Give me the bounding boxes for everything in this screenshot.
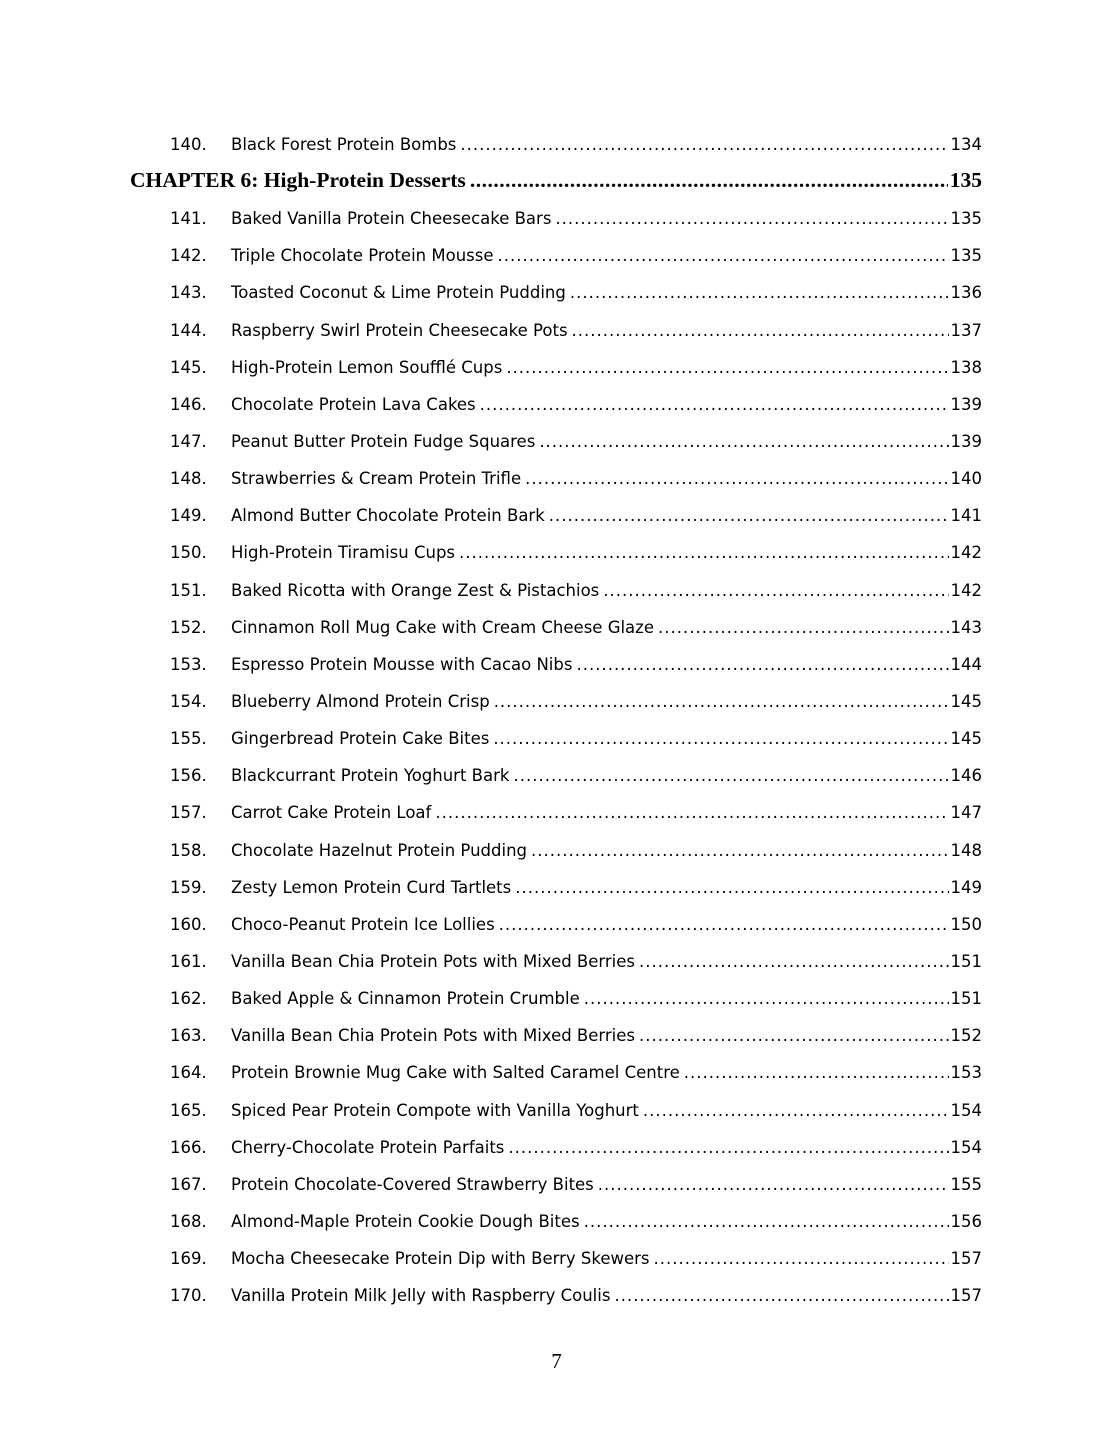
entry-number: 145. bbox=[170, 357, 207, 377]
entry-number: 170. bbox=[170, 1286, 207, 1306]
chapter-title: CHAPTER 6: High-Protein Desserts bbox=[130, 167, 466, 192]
entry-number: 142. bbox=[170, 246, 207, 266]
entry-number: 164. bbox=[170, 1063, 207, 1083]
entry-title: Baked Ricotta with Orange Zest & Pistachios bbox=[231, 580, 600, 600]
entry-page: 145 bbox=[950, 691, 982, 711]
entry-page: 157 bbox=[950, 1249, 982, 1269]
entry-title: Almond-Maple Protein Cookie Dough Bites bbox=[231, 1212, 580, 1231]
entry-title: Gingerbread Protein Cake Bites bbox=[231, 729, 490, 749]
entry-page: 135 bbox=[950, 209, 982, 228]
entry-title: Almond Butter Chocolate Protein Bark bbox=[231, 506, 545, 526]
entry-page: 135 bbox=[950, 246, 982, 266]
entry-page: 154 bbox=[950, 1100, 982, 1120]
entry-page: 141 bbox=[950, 506, 982, 526]
entry-number: 157. bbox=[170, 803, 207, 823]
entry-page: 139 bbox=[950, 394, 982, 414]
entry-page: 139 bbox=[950, 431, 982, 451]
dot-leader bbox=[506, 358, 948, 377]
toc-entry[interactable] bbox=[170, 1278, 982, 1314]
dot-leader bbox=[584, 1212, 949, 1231]
dot-leader bbox=[639, 1026, 948, 1045]
entry-title: Raspberry Swirl Protein Cheesecake Pots bbox=[231, 320, 568, 340]
dot-leader bbox=[470, 168, 948, 193]
toc-entry[interactable] bbox=[170, 275, 982, 311]
toc-entry[interactable] bbox=[170, 944, 982, 980]
entry-page: 140 bbox=[950, 469, 982, 488]
toc-entry[interactable] bbox=[170, 1241, 982, 1277]
toc-entry[interactable] bbox=[170, 1166, 982, 1202]
entry-title: Choco-Peanut Protein Ice Lollies bbox=[231, 914, 495, 934]
entry-number: 141. bbox=[170, 209, 207, 228]
entry-title: Carrot Cake Protein Loaf bbox=[231, 803, 432, 823]
toc-entry[interactable] bbox=[170, 758, 982, 794]
dot-leader bbox=[658, 618, 949, 637]
entry-number: 169. bbox=[170, 1249, 207, 1269]
entry-number: 153. bbox=[170, 654, 207, 674]
dot-leader bbox=[460, 135, 948, 154]
dot-leader bbox=[555, 209, 948, 228]
entry-page: 144 bbox=[950, 654, 982, 674]
dot-leader bbox=[435, 803, 948, 822]
toc-entry[interactable] bbox=[170, 238, 982, 274]
toc-entry[interactable] bbox=[170, 498, 982, 534]
entry-title: High-Protein Tiramisu Cups bbox=[231, 543, 456, 563]
dot-leader bbox=[525, 469, 948, 488]
dot-leader bbox=[639, 952, 948, 971]
toc-entry[interactable] bbox=[170, 1129, 982, 1165]
entry-title: Cinnamon Roll Mug Cake with Cream Cheese Glaze bbox=[231, 617, 654, 637]
entry-title: Black Forest Protein Bombs bbox=[231, 134, 457, 154]
dot-leader bbox=[508, 1138, 948, 1157]
entry-page: 154 bbox=[950, 1137, 982, 1157]
toc-entry[interactable] bbox=[170, 1092, 982, 1128]
toc-entry[interactable] bbox=[170, 981, 982, 1017]
entry-page: 138 bbox=[950, 357, 982, 377]
entry-number: 163. bbox=[170, 1026, 207, 1046]
dot-leader bbox=[459, 543, 948, 562]
entry-title: High-Protein Lemon Soufflé Cups bbox=[231, 357, 503, 377]
toc-entry[interactable] bbox=[170, 461, 982, 497]
dot-leader bbox=[570, 283, 949, 302]
entry-title: Vanilla Bean Chia Protein Pots with Mixed Berries bbox=[231, 952, 636, 971]
entry-number: 159. bbox=[170, 877, 207, 897]
entry-number: 162. bbox=[170, 989, 207, 1009]
dot-leader bbox=[576, 655, 948, 674]
dot-leader bbox=[539, 432, 948, 451]
entry-page: 157 bbox=[950, 1286, 982, 1306]
dot-leader bbox=[480, 395, 949, 414]
dot-leader bbox=[643, 1101, 949, 1120]
entry-number: 158. bbox=[170, 840, 207, 860]
entry-page: 146 bbox=[950, 766, 982, 786]
entry-number: 146. bbox=[170, 394, 207, 414]
entry-title: Zesty Lemon Protein Curd Tartlets bbox=[231, 877, 512, 897]
entry-page: 153 bbox=[950, 1063, 982, 1083]
dot-leader bbox=[515, 878, 948, 897]
entry-page: 142 bbox=[950, 580, 982, 600]
entry-title: Protein Chocolate-Covered Strawberry Bites bbox=[231, 1174, 594, 1194]
toc-entry[interactable] bbox=[170, 869, 982, 905]
entry-number: 161. bbox=[170, 952, 207, 971]
entry-number: 152. bbox=[170, 617, 207, 637]
entry-title: Spiced Pear Protein Compote with Vanilla Yoghurt bbox=[231, 1100, 639, 1120]
dot-leader bbox=[614, 1286, 948, 1305]
toc-entry[interactable] bbox=[170, 646, 982, 682]
entry-title: Vanilla Protein Milk Jelly with Raspberry Coulis bbox=[231, 1286, 611, 1306]
entry-page: 136 bbox=[950, 283, 982, 303]
page-number: 7 bbox=[551, 1349, 562, 1373]
entry-number: 167. bbox=[170, 1174, 207, 1194]
toc-entry[interactable] bbox=[170, 535, 982, 571]
toc-entry[interactable] bbox=[170, 683, 982, 719]
toc-entry[interactable] bbox=[170, 126, 982, 162]
toc-entry[interactable] bbox=[170, 721, 982, 757]
entry-number: 168. bbox=[170, 1212, 207, 1231]
entry-page: 134 bbox=[950, 134, 982, 154]
entry-number: 150. bbox=[170, 543, 207, 563]
entry-title: Blackcurrant Protein Yoghurt Bark bbox=[231, 766, 510, 786]
entry-page: 147 bbox=[950, 803, 982, 823]
entry-title: Toasted Coconut & Lime Protein Pudding bbox=[231, 283, 566, 303]
toc-entry[interactable] bbox=[170, 386, 982, 422]
entry-page: 143 bbox=[950, 617, 982, 637]
dot-leader bbox=[598, 1175, 949, 1194]
dot-leader bbox=[494, 692, 949, 711]
dot-leader bbox=[654, 1249, 949, 1268]
dot-leader bbox=[584, 989, 949, 1008]
toc-entry[interactable] bbox=[170, 1018, 982, 1054]
entry-number: 165. bbox=[170, 1100, 207, 1120]
entry-page: 152 bbox=[950, 1026, 982, 1046]
entry-title: Triple Chocolate Protein Mousse bbox=[231, 246, 494, 266]
toc-entry[interactable] bbox=[170, 906, 982, 942]
entry-title: Baked Vanilla Protein Cheesecake Bars bbox=[231, 209, 552, 228]
entry-title: Espresso Protein Mousse with Cacao Nibs bbox=[231, 654, 573, 674]
entry-number: 166. bbox=[170, 1137, 207, 1157]
entry-page: 142 bbox=[950, 543, 982, 563]
dot-leader bbox=[572, 321, 949, 340]
entry-number: 144. bbox=[170, 320, 207, 340]
entry-title: Chocolate Hazelnut Protein Pudding bbox=[231, 840, 528, 860]
toc-entry[interactable] bbox=[170, 201, 982, 237]
entry-number: 149. bbox=[170, 506, 207, 526]
entry-page: 150 bbox=[950, 914, 982, 934]
entry-page: 145 bbox=[950, 729, 982, 749]
chapter-heading[interactable] bbox=[130, 162, 982, 198]
toc-entry[interactable] bbox=[170, 795, 982, 831]
entry-page: 156 bbox=[950, 1212, 982, 1231]
entry-page: 149 bbox=[950, 877, 982, 897]
dot-leader bbox=[531, 841, 948, 860]
entry-title: Strawberries & Cream Protein Trifle bbox=[231, 469, 522, 488]
entry-number: 155. bbox=[170, 729, 207, 749]
entry-number: 148. bbox=[170, 469, 207, 488]
entry-number: 160. bbox=[170, 914, 207, 934]
entry-title: Blueberry Almond Protein Crisp bbox=[231, 691, 490, 711]
toc-entry[interactable] bbox=[170, 572, 982, 608]
entry-page: 151 bbox=[950, 989, 982, 1009]
entry-page: 137 bbox=[950, 320, 982, 340]
entry-title: Protein Brownie Mug Cake with Salted Caramel Centre bbox=[231, 1063, 680, 1083]
entry-number: 147. bbox=[170, 431, 207, 451]
toc-entry[interactable] bbox=[170, 349, 982, 385]
entry-number: 154. bbox=[170, 691, 207, 711]
entry-number: 151. bbox=[170, 580, 207, 600]
toc-entry[interactable] bbox=[170, 1055, 982, 1091]
entry-number: 140. bbox=[170, 134, 207, 154]
entry-page: 155 bbox=[950, 1174, 982, 1194]
entry-page: 148 bbox=[950, 840, 982, 860]
chapter-page: 135 bbox=[949, 167, 982, 192]
entry-title: Chocolate Protein Lava Cakes bbox=[231, 394, 476, 414]
dot-leader bbox=[498, 246, 949, 265]
entry-number: 156. bbox=[170, 766, 207, 786]
dot-leader bbox=[513, 766, 948, 785]
dot-leader bbox=[603, 581, 948, 600]
entry-page: 151 bbox=[950, 952, 982, 971]
toc-entry[interactable] bbox=[170, 312, 982, 348]
entry-number: 143. bbox=[170, 283, 207, 303]
dot-leader bbox=[493, 729, 948, 748]
toc-entry[interactable] bbox=[170, 609, 982, 645]
entry-title: Peanut Butter Protein Fudge Squares bbox=[231, 431, 536, 451]
toc-entry[interactable] bbox=[170, 832, 982, 868]
toc-entry[interactable] bbox=[170, 1204, 982, 1240]
dot-leader bbox=[684, 1063, 949, 1082]
entry-title: Cherry-Chocolate Protein Parfaits bbox=[231, 1137, 505, 1157]
dot-leader bbox=[549, 506, 949, 525]
entry-title: Vanilla Bean Chia Protein Pots with Mixed Berries bbox=[231, 1026, 636, 1046]
entry-title: Baked Apple & Cinnamon Protein Crumble bbox=[231, 989, 580, 1009]
dot-leader bbox=[499, 915, 949, 934]
entry-title: Mocha Cheesecake Protein Dip with Berry Skewers bbox=[231, 1249, 650, 1269]
toc-entry[interactable] bbox=[170, 423, 982, 459]
